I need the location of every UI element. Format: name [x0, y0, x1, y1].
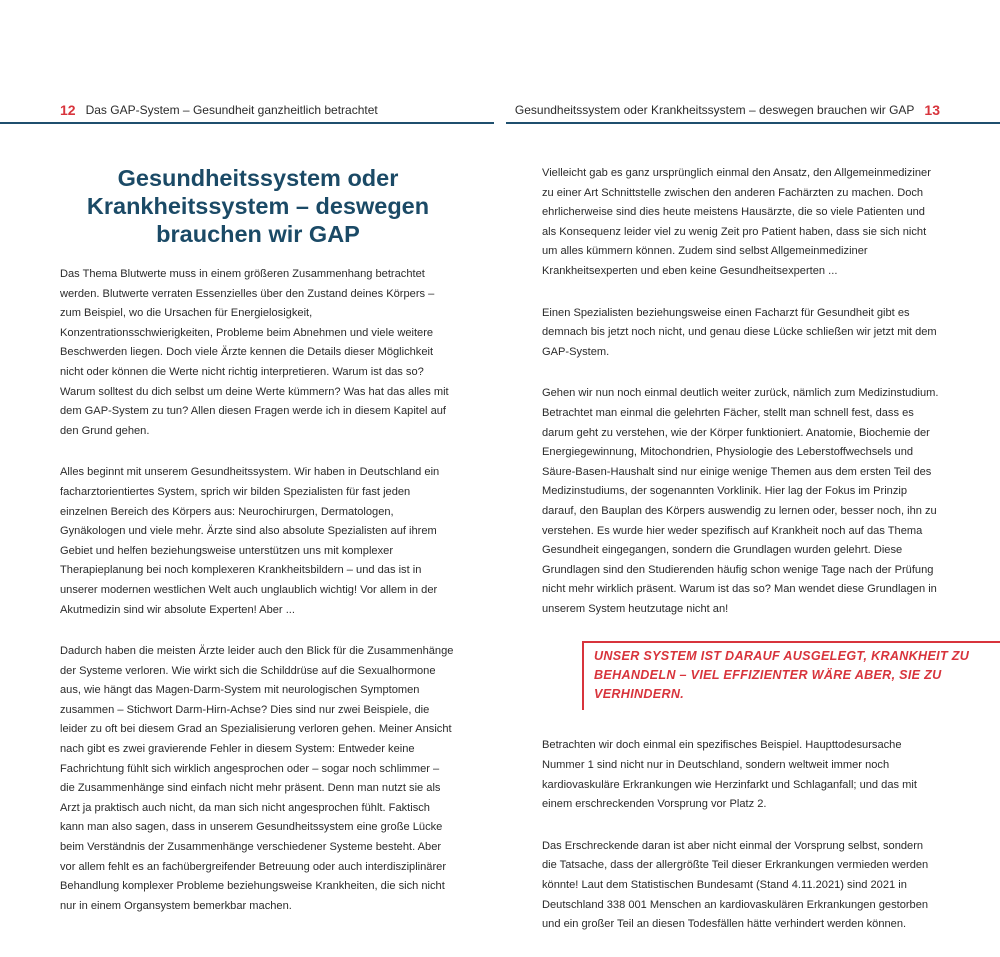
body-paragraph: Das Thema Blutwerte muss in einem größeren Zusammenhang betrachtet werden. Blutwerte verraten Essenzielles über den Zustand deines Körpers – zum Beispiel, wo die Ursachen für Energielosigkeit, Konzentrationsschwierigkeiten, Probleme beim Abnehmen und viele weitere Beschwerden liegen. Doch viele Ärzte kennen die Details dieser Möglichkeit nicht oder können die Werte nicht richtig interpretieren. Warum ist das so? Warum solltest du dich selbst um deine Werte kümmern? Was hat das alles mit dem GAP-System zu tun? Allen diesen Fragen werde ich in diesem Kapitel auf den Grund gehen. — [60, 268, 449, 437]
chapter-heading: Gesundheitssystem oder Krankheitssystem – deswegen brauchen wir GAP — [86, 165, 430, 247]
left-header-rule — [0, 122, 494, 124]
body-paragraph: Gehen wir nun noch einmal deutlich weiter zurück, nämlich zum Medizinstudium. Betrachtet man einmal die gelehrten Fächer, stellt man schnell fest, dass es darum geht zu verstehen, wie der Körper funktioniert. Anatomie, Biochemie der Energiegewinnung, Mitochondrien, Physiologie des Leberstoffwechsels und Säure-Basen-Haushalt sind nur einige wenige Themen aus dem ersten Teil des Medizinstudiums, der sogenannten Vorklinik. Hier lag der Fokus im Prinzip darauf, den Bauplan des Körpers auswendig zu lernen oder, besser noch, ihn zu verstehen. Es wurde hier weder spezifisch auf Krankheit noch auf das Thema Gesundheit eingegangen, sondern die Grundlagen wurden gelehrt. Diese Grundlagen sind den Studierenden häufig schon wenige Tage nach der Prüfung nicht mehr wirklich präsent. Warum ist das so? Man wendet diese Grundlagen in unserem System heutzutage nicht an! — [542, 387, 939, 615]
body-paragraph: Einen Spezialisten beziehungsweise einen Facharzt für Gesundheit gibt es demnach bis jetzt noch nicht, und genau diese Lücke schließen wir jetzt mit dem GAP-System. — [542, 306, 937, 358]
right-page — [542, 164, 970, 957]
right-header-rule — [506, 122, 1000, 124]
pull-quote: UNSER SYSTEM IST DARAUF AUSGELEGT, KRANKHEIT ZU BEHANDELN – VIEL EFFIZIENTER WÄRE ABER, SIE ZU VERHINDERN. — [582, 641, 1000, 710]
body-paragraph: Betrachten wir doch einmal ein spezifisches Beispiel. Haupttodesursache Nummer 1 sind nicht nur in Deutschland, sondern weltweit immer noch kardiovaskuläre Erkrankungen wie Herzinfarkt und Schlaganfall; und das mit einem erschreckenden Vorsprung vor Platz 2. — [542, 739, 917, 811]
right-running-title: Gesundheitssystem oder Krankheitssystem – deswegen brauchen wir GAP — [514, 103, 915, 117]
right-running-header — [500, 98, 1000, 122]
left-running-title: Das GAP-System – Gesundheit ganzheitlich betrachtet — [85, 103, 378, 117]
body-paragraph: Dadurch haben die meisten Ärzte leider auch den Blick für die Zusammenhänge der Systeme verloren. Wie wirkt sich die Schilddrüse auf die Sexualhormone aus, wie hängt das Magen-Darm-System mit neurologischen Symptomen zusammen – Stichwort Darm-Hirn-Achse? Dies sind nur zwei Beispiele, die leider zu oft bei diesem Grad an Spezialisierung verloren gehen. Meiner Ansicht nach gibt es zwei gravierende Fehler in diesem System: Entweder keine Fachrichtung fühlt sich wirklich angesprochen oder – sogar noch schlimmer – die Zusammenhänge sind einfach nicht mehr präsent. Denn man nutzt sie als Arzt ja praktisch auch nicht, da man sich nicht angesprochen fühlt. Faktisch kann man also sagen, dass in unserem Gesundheitssystem eine große Lücke beim Verständnis der Zusammenhänge verschiedener Systeme besteht. Aber vor allem fehlt es an fachübergreifender Betreuung oder auch interdisziplinärer Behandlung komplexer Probleme beziehungsweise Krankheiten, die sich nicht nur in einem Organsystem bemerkbar machen. — [60, 645, 454, 912]
body-paragraph: Vielleicht gab es ganz ursprünglich einmal den Ansatz, den Allgemeinmediziner zu einer Art Schnittstelle zwischen den anderen Fachärzten zu machen. Doch ehrlicherweise sind dies heute meistens Hausärzte, die so viele Patienten und als Konsequenz leider viel zu wenig Zeit pro Patient haben, dass sie sich nicht um alles kümmern können. Zudem sind selbst Allgemeinmediziner Krankheitsexperten und eben keine Gesundheitsexperten ... — [542, 167, 931, 277]
body-paragraph: Das Erschreckende daran ist aber nicht einmal der Vorsprung selbst, sondern die Tatsache, dass der allergrößte Teil dieser Erkrankungen vermieden werden könnte! Laut dem Statistischen Bundesamt (Stand 4.11.2021) sind 2021 in Deutschland 338 001 Menschen an kardiovaskulären Erkrankungen gestorben und ein großer Teil an diesen Todesfällen hätte verhindert werden können. — [542, 839, 929, 931]
body-paragraph: Alles beginnt mit unserem Gesundheitssystem. Wir haben in Deutschland ein facharztorientiertes System, sprich wir bilden Spezialisten für fast jeden einzelnen Bereich des Körpers aus: Neurochirurgen, Dermatologen, Gynäkologen und viele mehr. Ärzte sind also absolute Spezialisten auf ihrem Gebiet und helfen beziehungsweise unterstützen uns mit komplexer Therapieplanung bei noch komplexeren Krankheitsbildern – und das ist in unserer modernen westlichen Welt auch unglaublich wichtig! Vor allem in der Akutmedizin sind wir absolute Experten! Aber ... — [60, 466, 440, 616]
left-page — [60, 164, 456, 938]
right-page-number: 13 — [924, 102, 940, 118]
left-running-header — [0, 98, 500, 122]
left-page-number: 12 — [60, 102, 76, 118]
